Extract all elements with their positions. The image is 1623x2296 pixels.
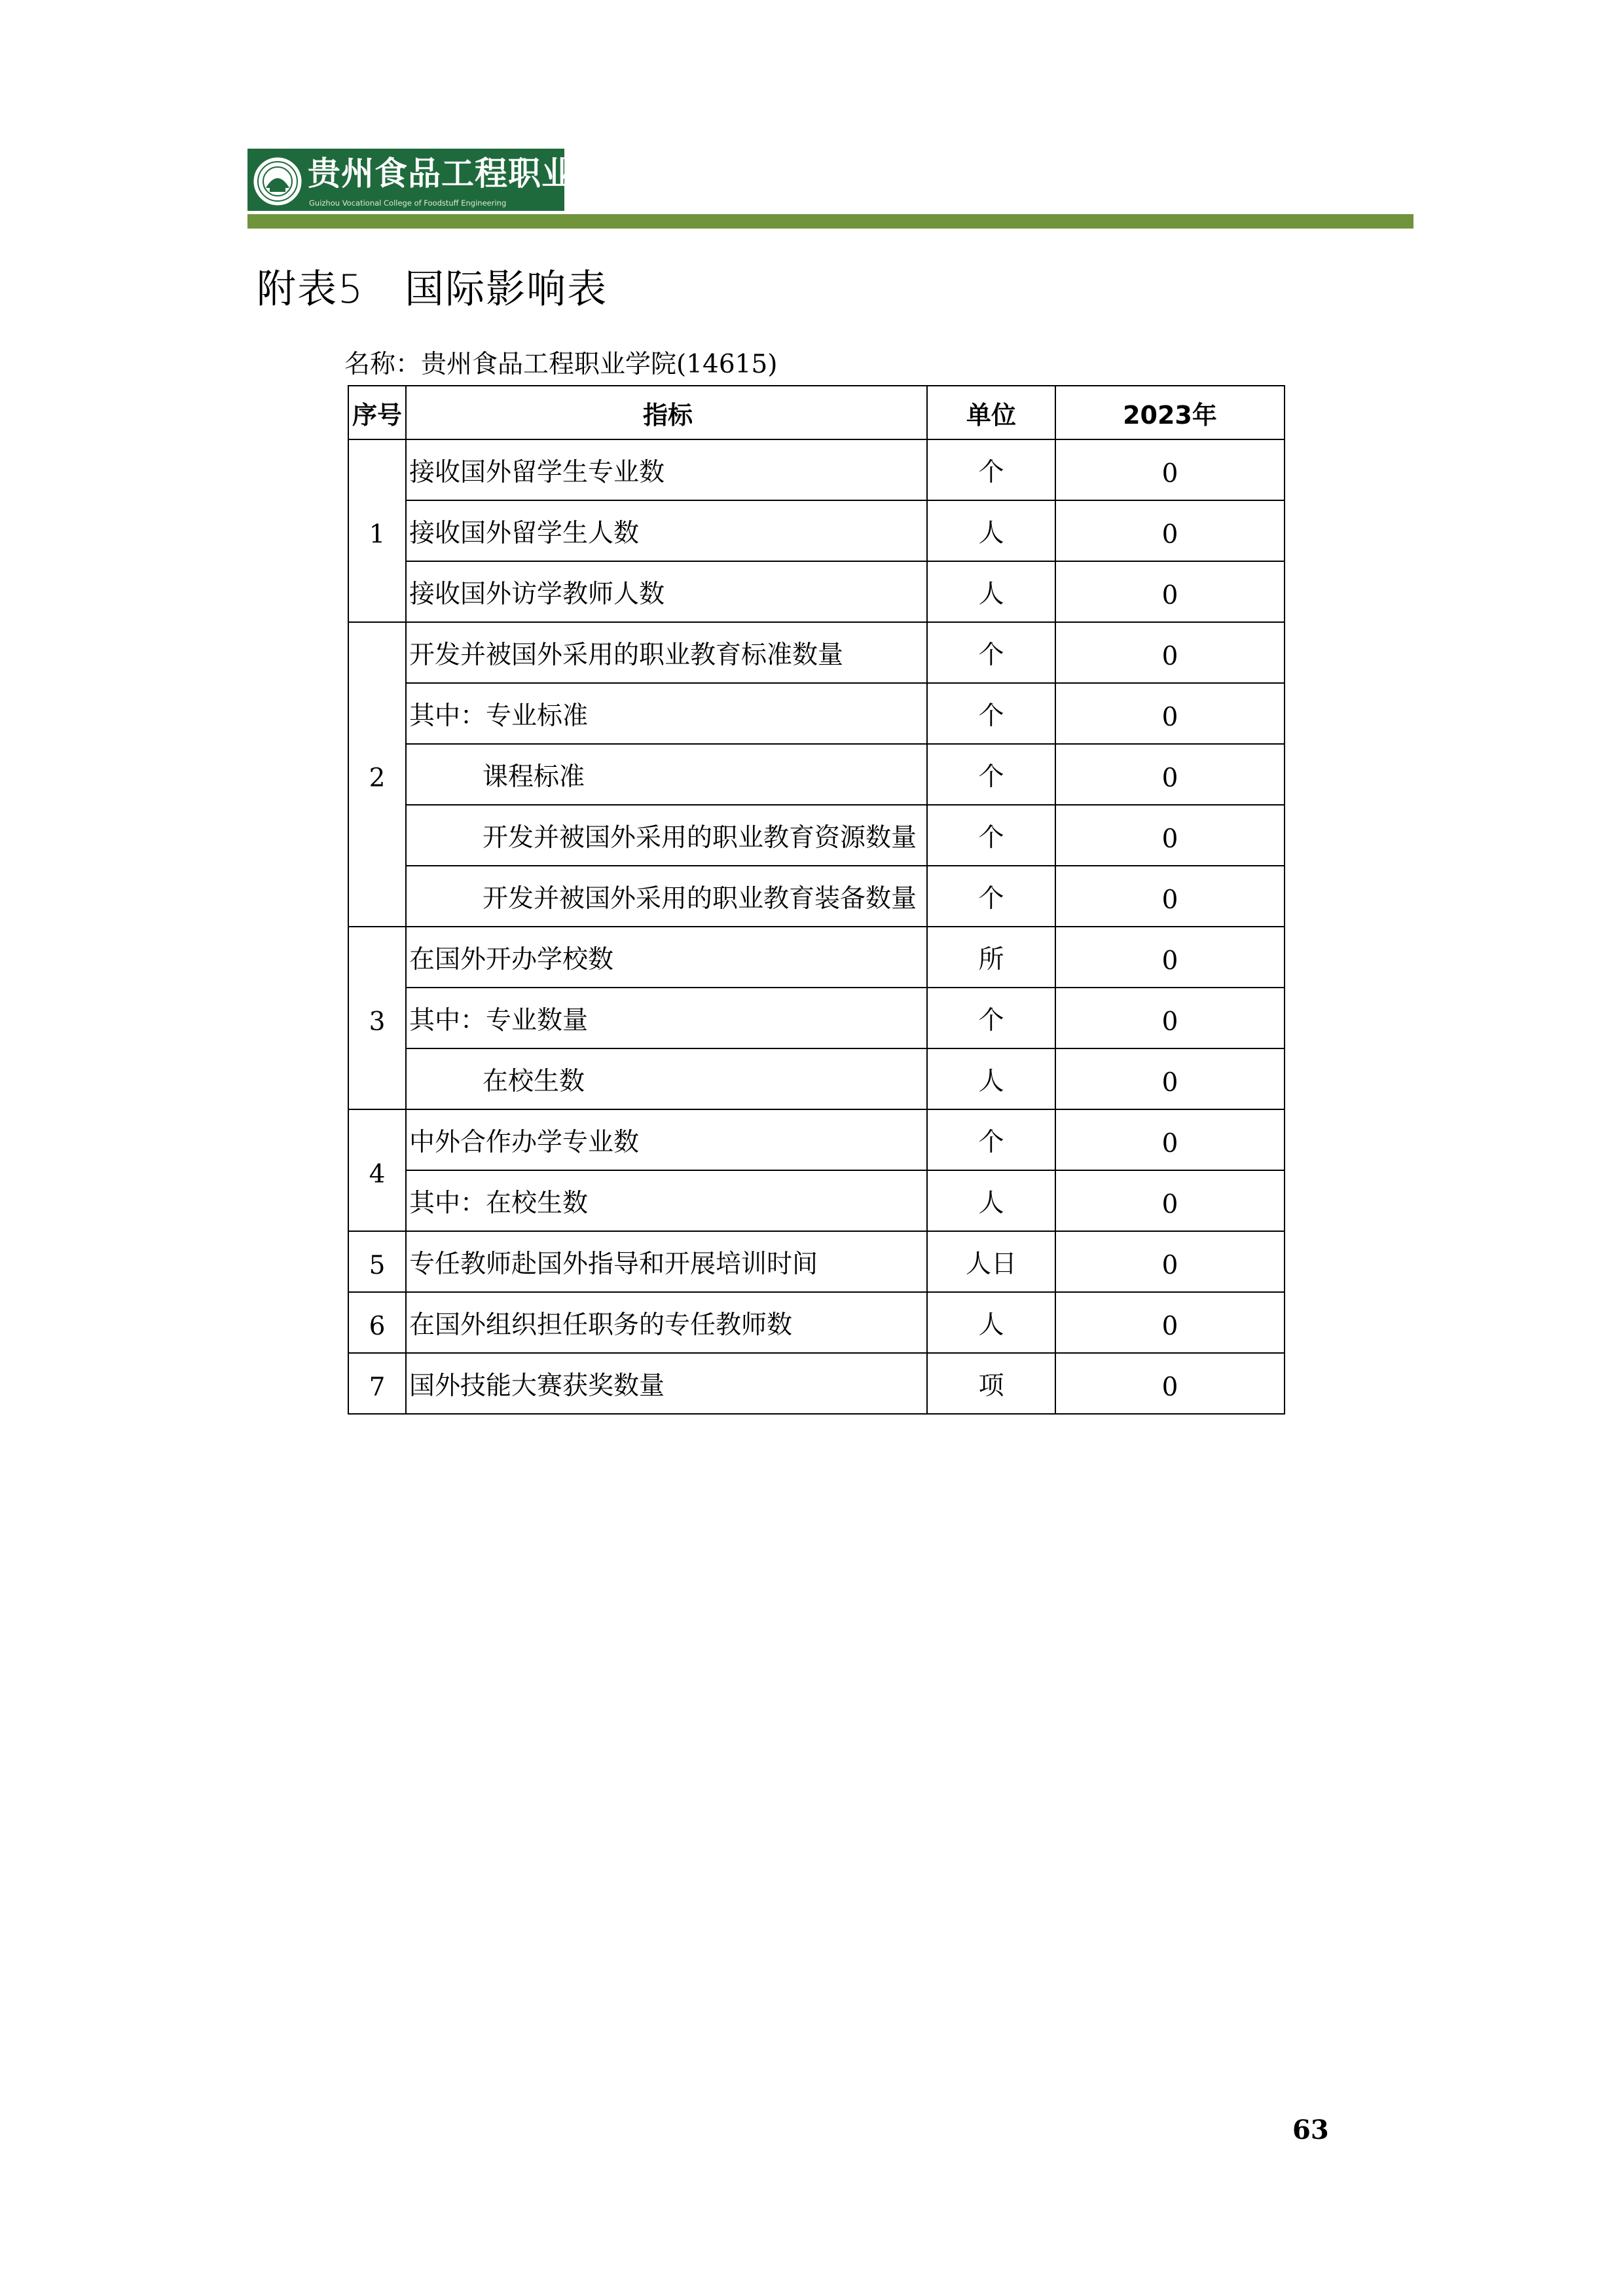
row-indicator: 其中：专业标准 — [406, 683, 927, 744]
row-unit: 个 — [927, 805, 1055, 866]
row-value: 0 — [1055, 744, 1285, 805]
row-value: 0 — [1055, 622, 1285, 683]
row-value: 0 — [1055, 1170, 1285, 1231]
institution-name: 名称：贵州食品工程职业学院(14615) — [344, 350, 778, 379]
college-emblem-icon — [250, 154, 305, 209]
header-rule-gap — [247, 211, 564, 214]
row-indicator: 接收国外留学生专业数 — [406, 439, 927, 500]
row-indicator: 中外合作办学专业数 — [406, 1109, 927, 1170]
row-seq: 2 — [348, 622, 406, 927]
row-indicator: 接收国外留学生人数 — [406, 500, 927, 561]
row-unit: 人 — [927, 500, 1055, 561]
table-row — [348, 439, 1285, 500]
college-logo — [247, 149, 642, 214]
row-indicator: 开发并被国外采用的职业教育装备数量 — [406, 866, 927, 927]
row-unit: 所 — [927, 927, 1055, 988]
row-indicator: 在国外组织担任职务的专任教师数 — [406, 1292, 927, 1353]
row-value: 0 — [1055, 927, 1285, 988]
row-value: 0 — [1055, 805, 1285, 866]
row-seq: 5 — [348, 1231, 406, 1292]
row-value: 0 — [1055, 1292, 1285, 1353]
row-indicator: 课程标准 — [406, 744, 927, 805]
table-row — [348, 744, 1285, 805]
row-indicator: 专任教师赴国外指导和开展培训时间 — [406, 1231, 927, 1292]
row-unit: 个 — [927, 988, 1055, 1048]
row-indicator: 在国外开办学校数 — [406, 927, 927, 988]
logo-english-name: Guizhou Vocational College of Foodstuff Engineering — [309, 198, 507, 208]
logo-chinese-name: 贵州食品工程职业学院 — [308, 155, 642, 193]
row-seq: 1 — [348, 439, 406, 622]
header-unit: 单位 — [927, 386, 1055, 439]
row-indicator: 开发并被国外采用的职业教育资源数量 — [406, 805, 927, 866]
header-indicator: 指标 — [406, 386, 927, 439]
row-value: 0 — [1055, 1231, 1285, 1292]
header-seq: 序号 — [348, 386, 406, 439]
row-value: 0 — [1055, 683, 1285, 744]
row-seq: 4 — [348, 1109, 406, 1231]
row-indicator: 开发并被国外采用的职业教育标准数量 — [406, 622, 927, 683]
table-row — [348, 927, 1285, 988]
row-unit: 个 — [927, 1109, 1055, 1170]
row-value: 0 — [1055, 1048, 1285, 1109]
row-unit: 个 — [927, 439, 1055, 500]
table-row — [348, 805, 1285, 866]
table-row — [348, 1231, 1285, 1292]
row-value: 0 — [1055, 1109, 1285, 1170]
table-row — [348, 1170, 1285, 1231]
row-value: 0 — [1055, 561, 1285, 622]
row-unit: 人日 — [927, 1231, 1055, 1292]
row-value: 0 — [1055, 988, 1285, 1048]
header-year: 2023年 — [1055, 386, 1285, 439]
row-value: 0 — [1055, 1353, 1285, 1414]
table-row — [348, 866, 1285, 927]
row-seq: 6 — [348, 1292, 406, 1353]
table-row — [348, 1353, 1285, 1414]
table-row — [348, 988, 1285, 1048]
table-row — [348, 1292, 1285, 1353]
header-rule — [247, 214, 1413, 229]
page-number: 63 — [1292, 2115, 1329, 2145]
international-impact-table — [348, 385, 1285, 1415]
row-unit: 人 — [927, 1048, 1055, 1109]
row-seq: 3 — [348, 927, 406, 1109]
table-header-row — [348, 386, 1285, 439]
table-row — [348, 500, 1285, 561]
row-indicator: 在校生数 — [406, 1048, 927, 1109]
row-unit: 个 — [927, 683, 1055, 744]
row-seq: 7 — [348, 1353, 406, 1414]
row-unit: 个 — [927, 622, 1055, 683]
table-row — [348, 561, 1285, 622]
row-indicator: 其中：在校生数 — [406, 1170, 927, 1231]
row-indicator: 国外技能大赛获奖数量 — [406, 1353, 927, 1414]
table-row — [348, 1048, 1285, 1109]
row-unit: 个 — [927, 866, 1055, 927]
table-row — [348, 622, 1285, 683]
page-title: 附表5 国际影响表 — [257, 267, 608, 312]
row-unit: 人 — [927, 1170, 1055, 1231]
row-value: 0 — [1055, 866, 1285, 927]
table-row — [348, 683, 1285, 744]
row-indicator: 接收国外访学教师人数 — [406, 561, 927, 622]
row-unit: 人 — [927, 1292, 1055, 1353]
row-value: 0 — [1055, 439, 1285, 500]
row-indicator: 其中：专业数量 — [406, 988, 927, 1048]
row-unit: 人 — [927, 561, 1055, 622]
row-unit: 项 — [927, 1353, 1055, 1414]
row-value: 0 — [1055, 500, 1285, 561]
table-row — [348, 1109, 1285, 1170]
row-unit: 个 — [927, 744, 1055, 805]
